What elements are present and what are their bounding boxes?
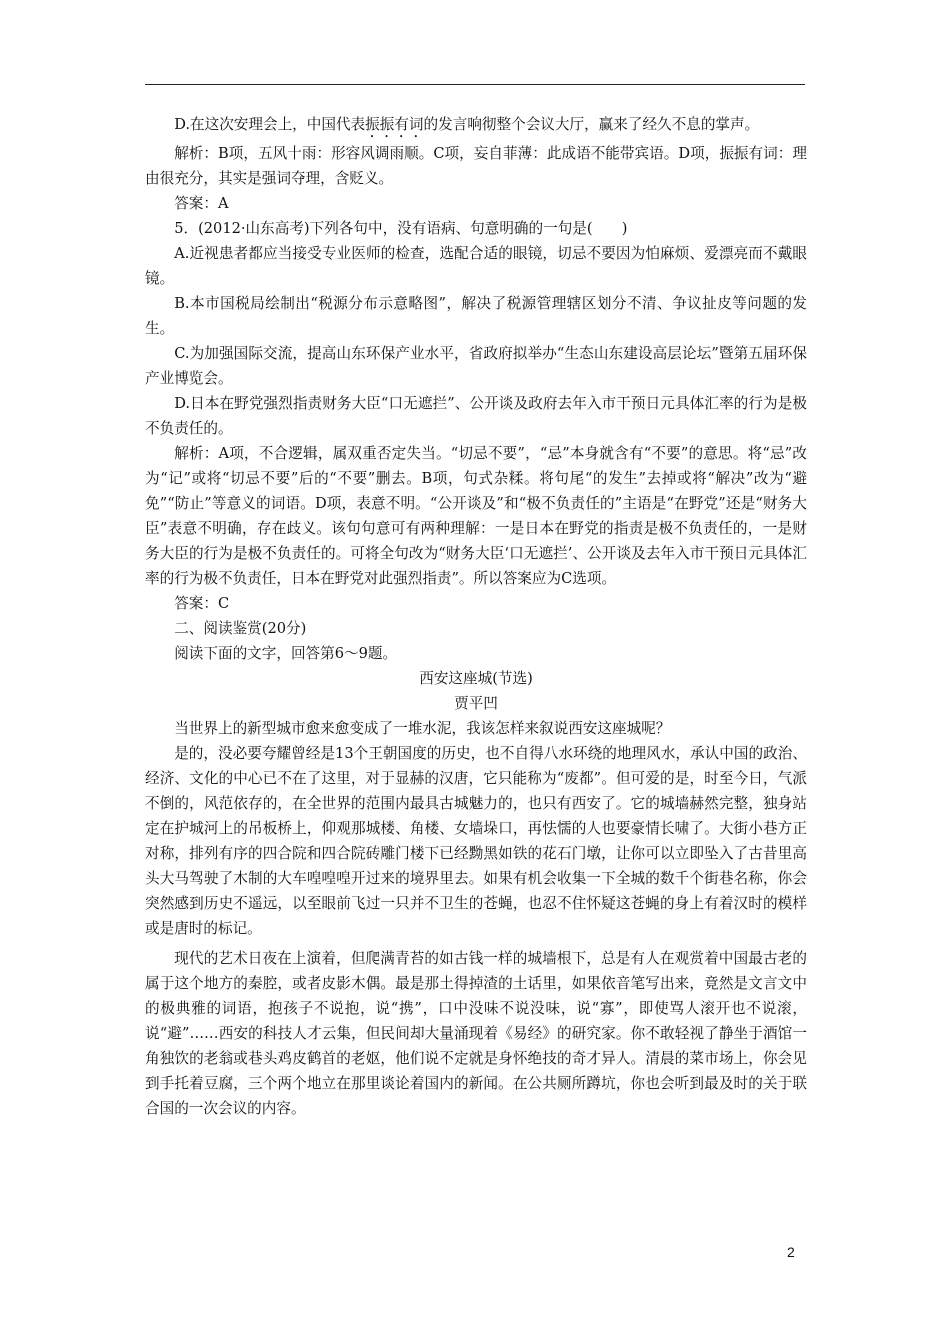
q5-analysis: 解析：A项，不合逻辑，属双重否定失当。“切忌不要”，“忌”本身就含有“不要”的意思。将“忌”改为“记”或将“切忌不要”后的“不要”删去。B项，句式杂糅。将句尾“的发生”去掉或将“解决”改为“避免”“防止”等意义的词语。D项，表意不明。“公开谈及”和“极不负责任的”主语是“在野党”还是“财务大臣”表意不明确，存在歧义。该句句意可有两种理解：一是日本在野党的指责是极不负责任的，一是财务大臣的行为是极不负责任的。可将全句改为“财务大臣‘口无遮拦’、公开谈及去年入市干预日元具体汇率的行为极不负责任，日本在野党对此强烈指责”。所以答案应为C选项。 <box>145 445 807 587</box>
article-author: 贾平凹 <box>454 695 498 712</box>
article-title: 西安这座城(节选) <box>419 670 533 687</box>
q4-option-d: D.在这次安理会上，中国代表振振有词的发言响彻整个会议大厅，赢来了经久不息的掌声。 <box>174 116 760 133</box>
page-number: 2 <box>787 1244 795 1260</box>
emphasized-phrase: 振振有词 <box>365 116 424 133</box>
q4-analysis: 解析：B项，五风十雨：形容风调雨顺。C项，妄自菲薄：此成语不能带宾语。D项，振振有词：理由很充分，其实是强词夺理，含贬义。 <box>145 145 807 187</box>
section-instruction: 阅读下面的文字，回答第6～9题。 <box>174 645 398 662</box>
q5-option-d: D.日本在野党强烈指责财务大臣“口无遮拦”、公开谈及政府去年入市干预日元具体汇率的行为是极不负责任的。 <box>145 395 807 437</box>
q4-answer: 答案：A <box>174 195 229 212</box>
article-paragraph: 当世界上的新型城市愈来愈变成了一堆水泥，我该怎样来叙说西安这座城呢？ <box>174 720 671 737</box>
q5-stem: 5．(2012·山东高考)下列各句中，没有语病、句意明确的一句是( ) <box>174 220 628 237</box>
q5-answer: 答案：C <box>174 595 230 612</box>
article-paragraph: 现代的艺术日夜在上演着，但爬满青苔的如古钱一样的城墙根下，总是有人在观赏着中国最古老的属于这个地方的秦腔，或者皮影木偶。最是那土得掉渣的土话里，如果依音笔写出来，竟然是文言文中的极典雅的词语，抱孩子不说抱，说“携”，口中没味不说没味，说“寡”，即使骂人滚开也不说滚，说“避”……西安的科技人才云集，但民间却大量涌现着《易经》的研究家。你不敢轻视了静坐于酒馆一角独饮的老翁或巷头鸡皮鹤首的老妪，他们说不定就是身怀绝技的奇才异人。清晨的菜市场上，你会见到手托着豆腐，三个两个地立在那里谈论着国内的新闻。在公共厕所蹲坑，你也会听到最及时的关于联合国的一次会议的内容。 <box>145 950 807 1117</box>
q5-option-c: C.为加强国际交流，提高山东环保产业水平，省政府拟举办“生态山东建设高层论坛”暨第五届环保产业博览会。 <box>145 345 807 387</box>
header-rule <box>145 84 805 85</box>
section-heading: 二、阅读鉴赏(20分) <box>174 620 307 637</box>
document-body <box>145 112 807 1121</box>
q5-option-a: A.近视患者都应当接受专业医师的检查，选配合适的眼镜，切忌不要因为怕麻烦、爱漂亮而不戴眼镜。 <box>145 245 807 287</box>
article-paragraph: 是的，没必要夸耀曾经是13个王朝国度的历史，也不自得八水环绕的地理风水，承认中国的政治、经济、文化的中心已不在了这里，对于显赫的汉唐，它只能称为“废都”。但可爱的是，时至今日，气派不倒的，风范依存的，在全世界的范围内最具古城魅力的，也只有西安了。它的城墙赫然完整，独身站定在护城河上的吊板桥上，仰观那城楼、角楼、女墙垛口，再怯懦的人也要豪情长啸了。大街小巷方正对称，排列有序的四合院和四合院砖雕门楼下已经黝黑如铁的花石门墩，让你可以立即坠入了古昔里高头大马驾驶了木制的大车喤喤喤开过来的境界里去。如果有机会收集一下全城的数千个街巷名称，你会突然感到历史不遥远，以至眼前飞过一只并不卫生的苍蝇，也忍不住怀疑这苍蝇的身上有着汉时的模样或是唐时的标记。 <box>145 745 807 937</box>
q5-option-b: B.本市国税局绘制出“税源分布示意略图”，解决了税源管理辖区划分不清、争议扯皮等问题的发生。 <box>145 295 807 337</box>
